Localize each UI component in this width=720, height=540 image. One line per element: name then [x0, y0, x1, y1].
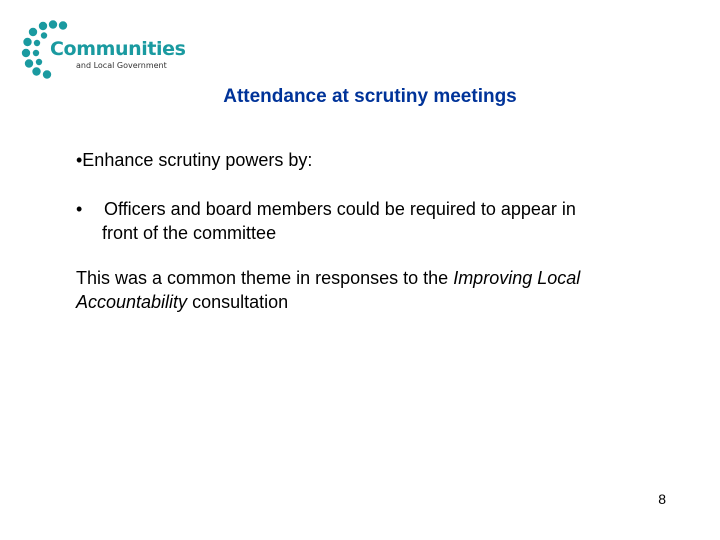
note-prefix: This was a common theme in responses to the: [76, 268, 454, 288]
note-paragraph: [76, 266, 676, 314]
logo-title: Communities: [50, 38, 186, 60]
slide-title: Attendance at scrutiny meetings: [223, 86, 517, 107]
bullet-marker: •: [76, 199, 83, 219]
sub-bullet-line-1: Officers and board members could be required to appear in: [104, 199, 576, 219]
sub-bullet-line-2: front of the committee: [102, 223, 277, 243]
logo-subtitle: and Local Government: [76, 61, 167, 70]
logo: [20, 18, 190, 82]
sub-bullet: [76, 197, 676, 245]
page-number: 8: [658, 491, 666, 507]
lead-bullet: •Enhance scrutiny powers by:: [76, 150, 313, 170]
note-italic-title: Improving Local Accountability: [76, 268, 581, 312]
note-suffix: consultation: [187, 292, 289, 312]
sub-bullet-text: [76, 197, 676, 245]
